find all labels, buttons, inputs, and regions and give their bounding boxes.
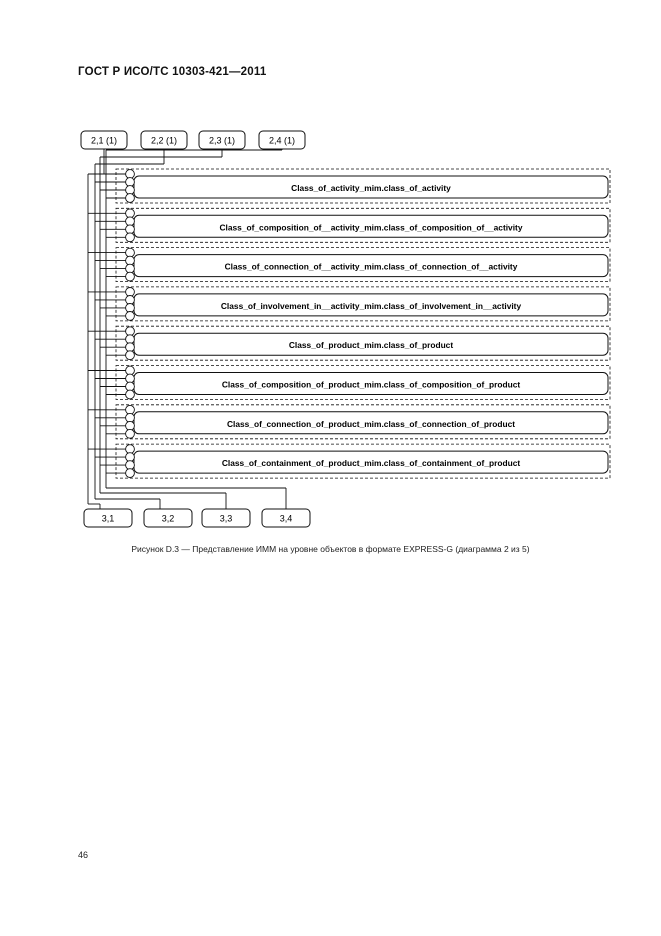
page-ref-label: 3,3 — [219, 513, 233, 524]
document-header-title: ГОСТ Р ИСО/ТС 10303-421—2011 — [78, 66, 267, 78]
entity-label: Class_of_product_mim.class_of_product — [288, 340, 454, 351]
page-ref-label: 2,3 (1) — [208, 135, 236, 146]
relationship-circle — [126, 335, 135, 344]
entity-row — [116, 405, 610, 439]
page-ref-label: 2,2 (1) — [150, 135, 178, 146]
entity-label: Class_of_composition_of_product_mim.class_of_composition_of_product — [221, 379, 521, 390]
relationship-circle — [126, 374, 135, 383]
entity-row — [116, 208, 610, 242]
relationship-circle — [126, 469, 135, 478]
entity-rows — [116, 169, 610, 478]
page-ref-label: 2,4 (1) — [268, 135, 296, 146]
relationship-circle — [126, 421, 135, 430]
relationship-circle — [126, 296, 135, 305]
relationship-circle — [126, 248, 135, 257]
relationship-circle — [126, 382, 135, 391]
relationship-circle — [126, 288, 135, 297]
relationship-circle — [126, 272, 135, 281]
bottom-page-ref — [144, 509, 192, 527]
entity-label: Class_of_involvement_in__activity_mim.class_of_involvement_in__activity — [220, 300, 522, 311]
top-page-ref — [199, 131, 245, 149]
entity-row — [116, 444, 610, 478]
entity-label: Class_of_activity_mim.class_of_activity — [291, 183, 451, 193]
entity-row — [116, 169, 610, 203]
relationship-circle — [126, 304, 135, 313]
relationship-circle — [126, 264, 135, 273]
relationship-circle — [126, 209, 135, 218]
relationship-circle — [126, 186, 135, 195]
relationship-circle — [126, 461, 135, 470]
page-ref-label: 3,2 — [161, 513, 175, 524]
entity-label: Class_of_connection_of_product_mim.class_of_connection_of_product — [226, 418, 516, 429]
entity-label: Class_of_containment_of_product_mim.class_of_containment_of_product — [221, 458, 521, 469]
entity-row — [116, 287, 610, 321]
relationship-circle — [126, 178, 135, 187]
relationship-circle — [126, 225, 135, 234]
page-ref-label: 3,1 — [101, 513, 115, 524]
top-page-ref — [81, 131, 127, 149]
relationship-circle — [126, 170, 135, 179]
relationship-circle — [126, 453, 135, 462]
entity-row — [116, 366, 610, 400]
relationship-circle — [126, 194, 135, 203]
relationship-circle — [126, 429, 135, 438]
page-ref-label: 2,1 (1) — [90, 135, 118, 146]
relationship-circle — [126, 217, 135, 226]
relationship-circle — [126, 413, 135, 422]
bottom-page-ref — [262, 509, 310, 527]
relationship-circle — [126, 405, 135, 414]
relationship-circle — [126, 366, 135, 375]
relationship-circle — [126, 390, 135, 399]
entity-row — [116, 326, 610, 360]
figure-caption: Рисунок D.3 — Представление ИММ на уровне объектов в формате EXPRESS-G (диаграмма 2 из 5) — [131, 544, 530, 554]
bottom-page-ref — [84, 509, 132, 527]
relationship-circle — [126, 351, 135, 360]
page-number: 46 — [78, 850, 89, 860]
entity-label: Class_of_composition_of__activity_mim.class_of_composition_of__activity — [219, 222, 523, 233]
entity-row — [116, 248, 610, 282]
entity-label: Class_of_connection_of__activity_mim.class_of_connection_of__activity — [224, 261, 518, 272]
relationship-circle — [126, 327, 135, 336]
page-ref-label: 3,4 — [279, 513, 293, 524]
top-page-ref — [259, 131, 305, 149]
relationship-circle — [126, 233, 135, 242]
relationship-circle — [126, 256, 135, 265]
bottom-page-ref — [202, 509, 250, 527]
relationship-circle — [126, 445, 135, 454]
relationship-circle — [126, 343, 135, 352]
relationship-circle — [126, 312, 135, 321]
top-page-ref — [141, 131, 187, 149]
